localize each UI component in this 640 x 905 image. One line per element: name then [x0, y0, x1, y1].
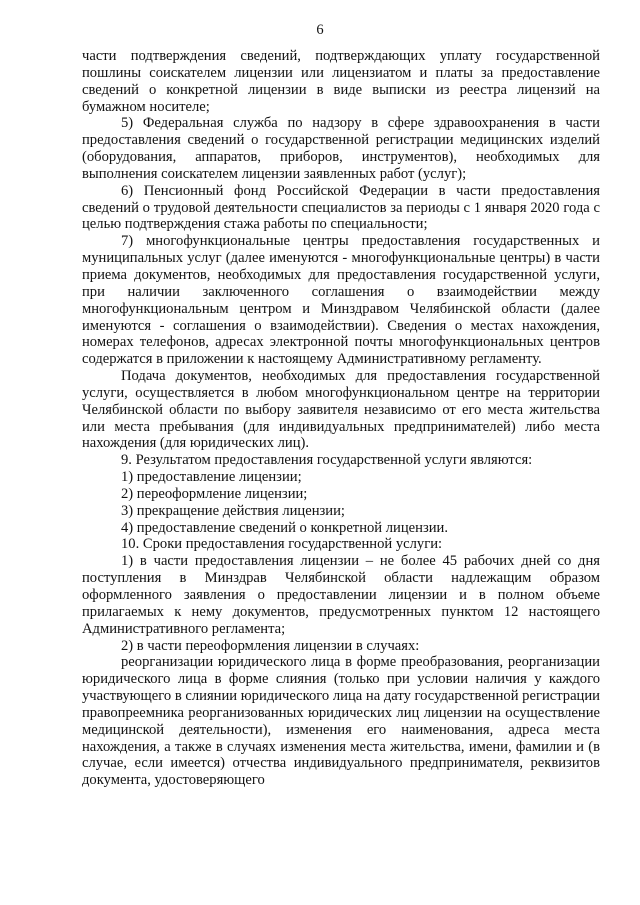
- list-item-result-2: 2) переоформление лицензии;: [121, 485, 308, 502]
- page-number: 6: [316, 22, 324, 38]
- paragraph-item-6: 6) Пенсионный фонд Российской Федерации в части предоставления сведений о трудовой деятельности специалистов за периоды с 1 января 2020 года с целью подтверждения стажа работы по специальности;: [82, 182, 600, 233]
- document-body: [82, 48, 600, 789]
- list-item-result-1: 1) предоставление лицензии;: [121, 469, 302, 486]
- list-item-result-4: 4) предоставление сведений о конкретной лицензии.: [121, 519, 448, 536]
- paragraph-section-9: 9. Результатом предоставления государственной услуги являются:: [121, 452, 533, 469]
- list-item-term-1: 1) в части предоставления лицензии – не более 45 рабочих дней со дня поступления в Минздрав Челябинской области надлежащим образом оформленного заявления о предоставлении лицензии и в полном объеме прилагаемых к нему документов, предусмотренных пунктом 12 настоящего Административного регламента;: [82, 553, 600, 637]
- paragraph-item-5: 5) Федеральная служба по надзору в сфере здравоохранения в части предоставления сведений о государственной регистрации медицинских изделий (оборудования, аппаратов, приборов, инструментов), необходимых для выполнения соискателем лицензии заявленных работ (услуг);: [82, 115, 600, 182]
- list-item-term-2: 2) в части переоформления лицензии в случаях:: [121, 637, 420, 654]
- paragraph-item-7: 7) многофункциональные центры предоставления государственных и муниципальных услуг (далее именуются - многофункциональные центры) в части приема документов, необходимых для предоставления государственной услуги, при наличии заключенного соглашения о взаимодействии между многофункциональным центром и Минздравом Челябинской области (далее именуются - соглашения о взаимодействии). Сведения о местах нахождения, номерах телефонов, адресах электронной почты многофункциональных центров содержатся в приложении к настоящему Административному регламенту.: [82, 233, 600, 368]
- paragraph-document-submission: Подача документов, необходимых для предоставления государственной услуги, осуществляется в любом многофункциональном центре на территории Челябинской области по выбору заявителя независимо от его места жительства или места пребывания (для индивидуальных предпринимателей) либо места нахождения (для юридических лиц).: [82, 368, 600, 452]
- paragraph-continuation: части подтверждения сведений, подтверждающих уплату государственной пошлины соискателем лицензии или лицензиатом и платы за предоставление сведений о конкретной лицензии в виде выписки из реестра лицензий на бумажном носителе;: [82, 48, 600, 115]
- list-item-result-3: 3) прекращение действия лицензии;: [121, 502, 345, 519]
- paragraph-reorganization-cases: реорганизации юридического лица в форме преобразования, реорганизации юридического лица в форме слияния (только при условии наличия у каждого участвующего в слиянии юридического лица на дату государственной регистрации правопреемника реорганизованных юридических лиц лицензии на осуществление медицинской деятельности), изменения его наименования, адреса места нахождения, а также в случаях изменения места жительства, имени, фамилии и (в случае, если имеется) отчества индивидуального предпринимателя, реквизитов документа, удостоверяющего: [82, 654, 600, 789]
- paragraph-section-10: 10. Сроки предоставления государственной услуги:: [121, 536, 443, 553]
